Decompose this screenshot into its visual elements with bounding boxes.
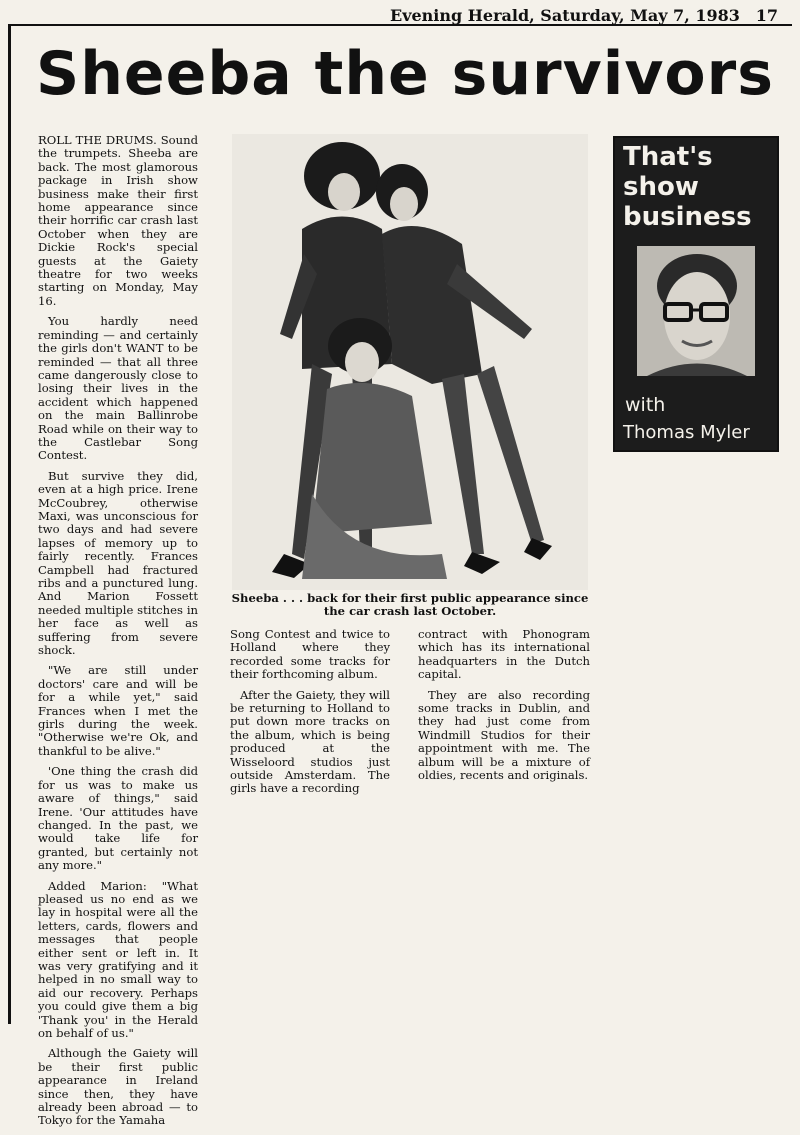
masthead bbox=[390, 6, 790, 25]
headline: Sheeba the survivors bbox=[36, 39, 774, 109]
paragraph: After the Gaiety, they will be returning to Holland to put down more tracks on the album, which is being produced at the Wisseloord studios just outside Amsterdam. The girls have a recording bbox=[230, 687, 390, 796]
paragraph: Although the Gaiety will be their first public appearance in Ireland since then, they have already been abroad — to Tokyo for the Yamaha bbox=[38, 1046, 198, 1128]
paragraph: But survive they did, even at a high price. Irene McCoubrey, otherwise Maxi, was unconscious for two days and had severe lapses of memory up to fairly recently. Frances Campbell had fractured ribs and a punctured lung. And Marion Fossett needed multiple stitches in her face as well as suffering from severe shock. bbox=[38, 468, 198, 658]
byline-author-name: Thomas Myler bbox=[623, 422, 750, 443]
page-number: 17 bbox=[755, 6, 778, 25]
byline-title: That's show business bbox=[623, 142, 752, 232]
photo-caption: Sheeba . . . back for their first public appearance since the car crash last October. bbox=[231, 591, 589, 618]
article-column-3 bbox=[418, 628, 590, 789]
paragraph: "We are still under doctors' care and will be for a while yet," said Frances when I met the girls during the week. "Otherwise we're Ok, and thankful to be alive." bbox=[38, 663, 198, 758]
article-column-2 bbox=[230, 628, 390, 803]
masthead-date: Evening Herald, Saturday, May 7, 1983 bbox=[390, 6, 740, 25]
paragraph: contract with Phonogram which has its international headquarters in the Dutch capital. bbox=[418, 627, 590, 682]
paragraph: You hardly need reminding — and certainly the girls don't WANT to be reminded — that all three came dangerously close to losing their lives in the accident which happened on the main Ballinrobe Road while on their way to the Castlebar Song Contest. bbox=[38, 314, 198, 463]
paragraph: ROLL THE DRUMS. Sound the trumpets. Sheeba are back. The most glamorous package in Irish show business make their first home appearance since their horrific car crash last October when they are Dickie Rock's special guests at the Gaiety theatre for two weeks starting on Monday, May 16. bbox=[38, 133, 198, 308]
author-portrait bbox=[637, 246, 755, 376]
photo-illustration bbox=[232, 134, 588, 590]
paragraph: Added Marion: "What pleased us no end as we lay in hospital were all the letters, cards, flowers and messages that people either sent or left in. It was very gratifying and it helped in no small way to aid our recovery. Perhaps you could give them a big 'Thank you' in the Herald on behalf of us." bbox=[38, 878, 198, 1040]
paragraph: Song Contest and twice to Holland where they recorded some tracks for their forthcoming album. bbox=[230, 627, 390, 682]
byline-with: with bbox=[625, 394, 666, 416]
byline-box bbox=[613, 136, 779, 452]
group-photo bbox=[232, 134, 588, 590]
paragraph: 'One thing the crash did for us was to make us aware of things," said Irene. 'Our attitudes have changed. In the past, we would take life for granted, but certainly not any more." bbox=[38, 764, 198, 873]
paragraph: They are also recording some tracks in Dublin, and they had just come from Windmill Studios for their appointment with me. The album will be a mixture of oldies, recents and originals. bbox=[418, 687, 590, 783]
article-column-1 bbox=[38, 134, 198, 1135]
